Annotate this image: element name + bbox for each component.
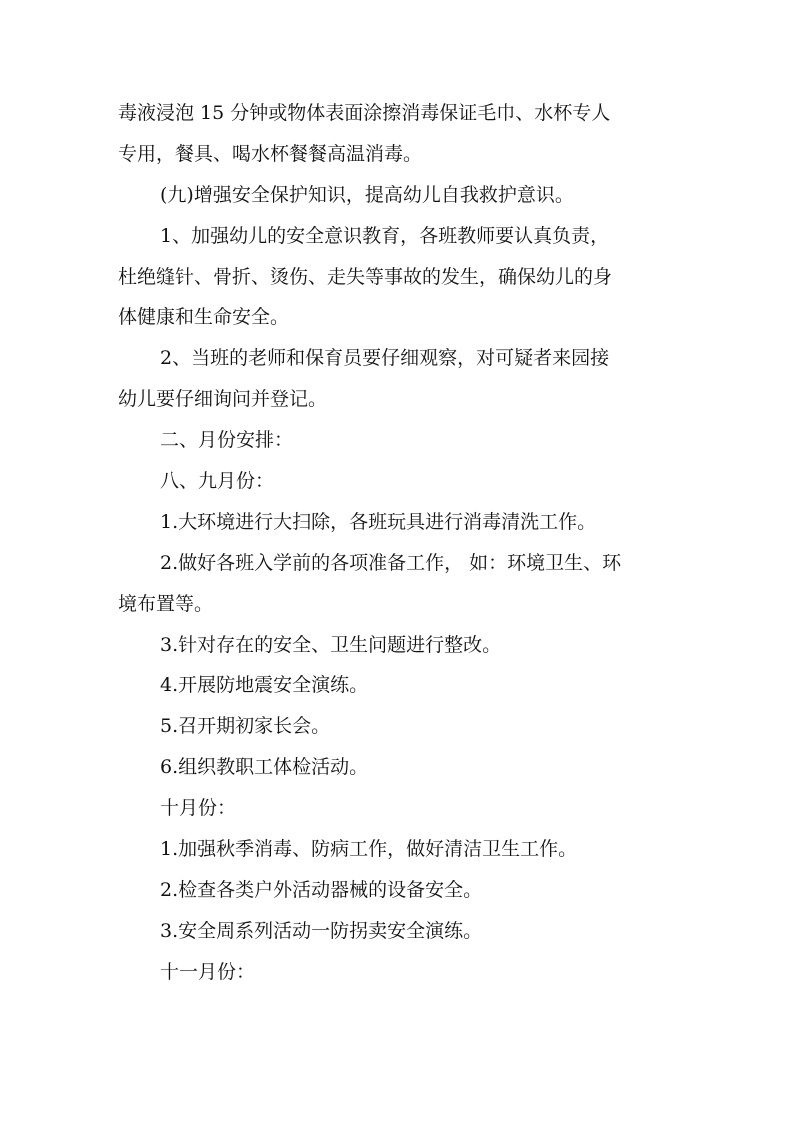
list-item: 5.召开期初家长会。 xyxy=(160,715,331,738)
text-line: 杜绝缝针、骨折、烫伤、走失等事故的发生，确保幼儿的身 xyxy=(118,265,613,288)
list-item: 1.加强秋季消毒、防病工作，做好清洁卫生工作。 xyxy=(160,838,578,861)
list-item: 4.开展防地震安全演练。 xyxy=(160,674,369,697)
list-item: 3.安全周系列活动一防拐卖安全演练。 xyxy=(160,919,483,942)
text-line: 体健康和生命安全。 xyxy=(118,306,290,329)
document-body xyxy=(118,93,680,993)
text-line: 幼儿要仔细询问并登记。 xyxy=(118,388,328,411)
text-line: 境布置等。 xyxy=(118,592,214,615)
section-heading: 二、月份安排： xyxy=(160,429,294,452)
text-line: 毒液浸泡 15 分钟或物体表面涂擦消毒保证毛巾、水杯专人 xyxy=(118,102,611,124)
month-heading: 十一月份： xyxy=(160,960,256,983)
list-item: 2.做好各班入学前的各项准备工作， 如：环境卫生、环 xyxy=(160,551,622,574)
section-heading: (九)增强安全保护知识，提高幼儿自我救护意识。 xyxy=(160,183,574,206)
list-item: 3.针对存在的安全、卫生问题进行整改。 xyxy=(160,633,502,656)
month-heading: 八、九月份： xyxy=(160,470,275,493)
text-line: 1、加强幼儿的安全意识教育，各班教师要认真负责， xyxy=(160,224,610,247)
month-heading: 十月份： xyxy=(160,797,237,820)
text-line: 2、当班的老师和保育员要仔细观察，对可疑者来园接 xyxy=(160,347,610,370)
list-item: 1.大环境进行大扫除，各班玩具进行消毒清洗工作。 xyxy=(160,510,597,533)
list-item: 6.组织教职工体检活动。 xyxy=(160,756,369,779)
list-item: 2.检查各类户外活动器械的设备安全。 xyxy=(160,878,483,901)
text-line: 专用，餐具、喝水杯餐餐高温消毒。 xyxy=(118,142,423,165)
